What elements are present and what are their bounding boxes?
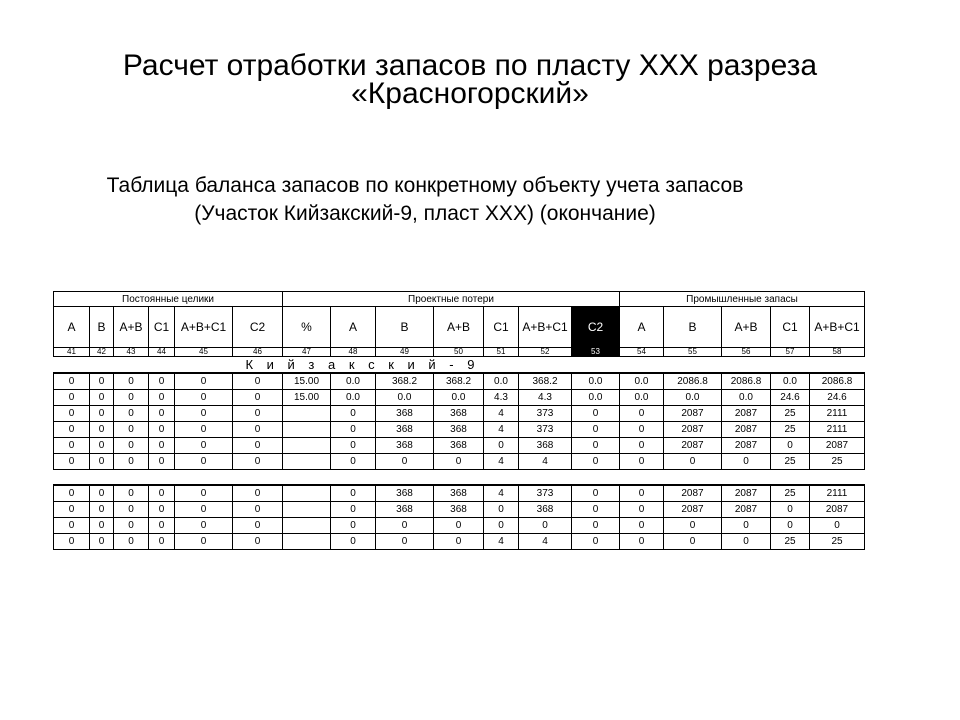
column-header: B [90,307,114,348]
table-cell: 0.0 [331,390,376,406]
table-cell: 0.0 [620,373,664,390]
table-cell: 0 [233,406,283,422]
table-cell: 0 [620,406,664,422]
table-cell: 0 [771,518,810,534]
table-row [54,518,865,534]
table-cell: 2086.8 [664,373,722,390]
table-cell: 0 [233,438,283,454]
table-cell: 2087 [810,438,865,454]
table-cell: 0 [572,422,620,438]
table-cell: 368.2 [434,373,484,390]
table-cell: 0 [175,454,233,470]
column-header: % [283,307,331,348]
table-cell: 0 [233,485,283,502]
table-cell: 0 [114,518,149,534]
table-cell: 0.0 [484,373,519,390]
table-cell: 2086.8 [722,373,771,390]
table-cell: 2087 [722,502,771,518]
column-header: C2 [233,307,283,348]
table-cell: 0 [376,534,434,550]
table-cell: 0 [90,438,114,454]
column-number: 55 [664,348,722,357]
table-cell: 0 [90,422,114,438]
table-cell: 0 [90,390,114,406]
table-cell: 368 [376,422,434,438]
column-number: 45 [175,348,233,357]
table-cell: 0 [572,454,620,470]
table-cell: 0 [54,438,90,454]
column-header: A [620,307,664,348]
table-cell: 0 [620,422,664,438]
table-cell: 0 [572,502,620,518]
table-cell: 2087 [722,485,771,502]
column-header: A+B [114,307,149,348]
table-cell: 368 [519,438,572,454]
table-cell: 0 [233,422,283,438]
table-row [54,390,865,406]
table-cell: 0 [114,422,149,438]
column-number: 58 [810,348,865,357]
table-cell: 25 [771,406,810,422]
table-cell: 368 [434,406,484,422]
table-cell: 0 [90,518,114,534]
table-cell: 0 [54,390,90,406]
section-label-row [54,357,865,374]
table-cell: 0 [572,406,620,422]
table-cell: 0 [434,518,484,534]
table-cell: 368 [434,438,484,454]
table-cell: 15.00 [283,373,331,390]
table-cell: 0 [54,518,90,534]
table-cell: 0 [620,534,664,550]
table-cell: 4 [519,534,572,550]
table-cell: 373 [519,406,572,422]
table-cell: 0 [331,422,376,438]
table-cell: 0 [233,502,283,518]
column-number: 47 [283,348,331,357]
table-cell: 0 [331,534,376,550]
table-cell: 0 [620,485,664,502]
table-cell: 2087 [664,502,722,518]
table-cell: 368.2 [519,373,572,390]
table-cell: 2087 [664,438,722,454]
column-number: 44 [149,348,175,357]
table-cell: 25 [771,454,810,470]
column-header: A+B [434,307,484,348]
table-cell: 0 [149,518,175,534]
table-cell: 2087 [722,406,771,422]
table-cell: 0 [484,502,519,518]
table-cell: 0 [331,438,376,454]
table-cell: 2111 [810,485,865,502]
reserves-balance-table [53,291,865,550]
table-cell: 368.2 [376,373,434,390]
table-cell: 373 [519,485,572,502]
table-cell: 4 [519,454,572,470]
table-cell: 0 [149,454,175,470]
section-label: К и й з а к с к и й - 9 [245,357,480,372]
table-cell: 0.0 [664,390,722,406]
table-cell: 0 [175,406,233,422]
table-cell: 0 [771,502,810,518]
table-cell: 0 [175,502,233,518]
table-cell: 4 [484,485,519,502]
table-cell: 0 [90,373,114,390]
table-cell: 0 [90,454,114,470]
table-cell: 0 [572,534,620,550]
column-number: 43 [114,348,149,357]
table-cell: 2087 [664,485,722,502]
table-cell: 0.0 [376,390,434,406]
table-cell: 0 [149,438,175,454]
table-cell: 0 [149,390,175,406]
table-cell: 0.0 [722,390,771,406]
table-cell: 4 [484,454,519,470]
column-header: A+B+C1 [810,307,865,348]
column-header: A [54,307,90,348]
table-cell: 368 [376,438,434,454]
table-row [54,502,865,518]
group-header-commercial-reserves: Промышленные запасы [620,292,865,307]
table-cell: 0 [722,454,771,470]
table-cell: 0 [519,518,572,534]
table-row [54,438,865,454]
column-number: 50 [434,348,484,357]
column-header: B [664,307,722,348]
table-cell: 0 [572,485,620,502]
table-cell: 2087 [810,502,865,518]
table-cell: 0 [620,454,664,470]
table-row [54,406,865,422]
table-cell: 2087 [722,422,771,438]
table-cell: 0 [331,485,376,502]
table-cell: 0 [620,438,664,454]
column-header: C1 [149,307,175,348]
table-cell: 0 [114,502,149,518]
table-cell: 0 [376,454,434,470]
column-header: B [376,307,434,348]
table-cell: 368 [376,502,434,518]
table-cell: 4 [484,422,519,438]
table-cell: 0.0 [572,390,620,406]
table-cell: 0 [90,502,114,518]
table-cell: 368 [376,406,434,422]
column-number: 51 [484,348,519,357]
table-cell [283,485,331,502]
table-row [54,534,865,550]
table-cell: 25 [771,422,810,438]
column-header: A+B [722,307,771,348]
table-cell: 0 [54,422,90,438]
table-cell: 0 [331,502,376,518]
table-cell: 0 [664,454,722,470]
table-cell: 373 [519,422,572,438]
table-cell: 0 [233,390,283,406]
table-cell: 0 [54,373,90,390]
table-cell: 4 [484,406,519,422]
table-cell [283,406,331,422]
table-cell: 0 [620,502,664,518]
table-cell: 2087 [664,406,722,422]
table-cell: 2111 [810,422,865,438]
table-cell: 0 [771,438,810,454]
table-cell: 0 [149,422,175,438]
table-cell: 2111 [810,406,865,422]
column-number: 57 [771,348,810,357]
column-header: A+B+C1 [519,307,572,348]
table-cell: 0 [434,454,484,470]
table-cell: 25 [810,454,865,470]
table-cell: 0 [114,406,149,422]
column-number: 41 [54,348,90,357]
table-row [54,454,865,470]
block-gap-cell [54,470,865,486]
table-cell: 0 [175,518,233,534]
column-number: 49 [376,348,434,357]
table-row [54,373,865,390]
table-cell: 0 [54,534,90,550]
group-header-permanent-pillars: Постоянные целики [54,292,283,307]
column-number: 56 [722,348,771,357]
column-header-row [54,307,865,348]
table-cell: 368 [376,485,434,502]
table-cell: 0 [175,422,233,438]
table-cell: 0 [175,534,233,550]
table-cell: 0 [175,485,233,502]
table-cell: 2087 [664,422,722,438]
column-number: 48 [331,348,376,357]
table-cell: 0 [434,534,484,550]
table-cell: 2086.8 [810,373,865,390]
table-cell: 2087 [722,438,771,454]
table-cell: 0 [722,534,771,550]
table-caption-line1: Таблица баланса запасов по конкретному объекту учета запасов [106,174,744,197]
column-number: 52 [519,348,572,357]
table-cell: 25 [771,485,810,502]
table-cell [283,518,331,534]
table-cell: 0 [54,406,90,422]
table-cell: 24.6 [771,390,810,406]
column-header: A [331,307,376,348]
block-gap [54,470,865,486]
table-cell: 368 [434,422,484,438]
table-cell: 0 [114,454,149,470]
table-cell: 0 [90,534,114,550]
table-cell: 0 [54,454,90,470]
table-cell: 0 [331,406,376,422]
table-cell [283,422,331,438]
column-header: A+B+C1 [175,307,233,348]
page-title-line1: Расчет отработки запасов по пласту XXX разреза [122,49,818,82]
column-header: C1 [484,307,519,348]
table-cell [283,438,331,454]
table-cell: 0 [484,518,519,534]
table-cell: 0 [175,373,233,390]
table-cell: 0 [664,518,722,534]
table-caption-line2: (Участок Кийзакский-9, пласт XXX) (окончание) [194,202,656,225]
table-cell: 0 [331,454,376,470]
table-cell: 0.0 [434,390,484,406]
table-cell: 0 [149,373,175,390]
table-cell: 0 [114,390,149,406]
table-cell: 368 [434,502,484,518]
table-cell: 0 [114,485,149,502]
table-cell: 0.0 [572,373,620,390]
table-cell: 0 [149,502,175,518]
table-cell: 0 [175,390,233,406]
table-row [54,485,865,502]
column-number-row [54,348,865,357]
table-cell: 0 [149,406,175,422]
table-cell [283,534,331,550]
table-cell: 0 [149,485,175,502]
table-cell: 0 [233,534,283,550]
table-cell: 0 [722,518,771,534]
table-cell: 0 [664,534,722,550]
table-cell: 0 [484,438,519,454]
table-cell: 4.3 [519,390,572,406]
table-cell: 25 [771,534,810,550]
table-cell: 0.0 [771,373,810,390]
table-cell: 0 [233,454,283,470]
page-title-line2: «Красногорский» [351,77,589,110]
table-row [54,422,865,438]
table-cell: 0 [810,518,865,534]
table-cell: 0 [572,438,620,454]
table-cell: 4.3 [484,390,519,406]
table-cell: 0 [90,406,114,422]
table-cell: 0 [620,518,664,534]
column-number: 54 [620,348,664,357]
table-cell: 368 [434,485,484,502]
group-header-design-losses: Проектные потери [283,292,620,307]
table-cell: 25 [810,534,865,550]
table-cell: 0 [331,518,376,534]
table-cell: 0 [54,502,90,518]
table-cell: 15.00 [283,390,331,406]
column-number: 53 [572,348,620,357]
table-cell: 0 [114,534,149,550]
table-cell: 0 [376,518,434,534]
table-cell: 0 [175,438,233,454]
table-cell: 0 [572,518,620,534]
table-cell: 0 [54,485,90,502]
table-cell: 0 [233,518,283,534]
column-header: C1 [771,307,810,348]
table-cell: 0 [233,373,283,390]
table-cell: 4 [484,534,519,550]
table-cell: 0 [90,485,114,502]
table-cell: 368 [519,502,572,518]
column-number: 42 [90,348,114,357]
table-cell: 0 [114,373,149,390]
table-cell [283,502,331,518]
table-cell: 0 [149,534,175,550]
table-cell [283,454,331,470]
table-cell: 0.0 [331,373,376,390]
table-cell: 0.0 [620,390,664,406]
column-header: C2 [572,307,620,348]
table-cell: 0 [114,438,149,454]
table-cell: 24.6 [810,390,865,406]
column-number: 46 [233,348,283,357]
